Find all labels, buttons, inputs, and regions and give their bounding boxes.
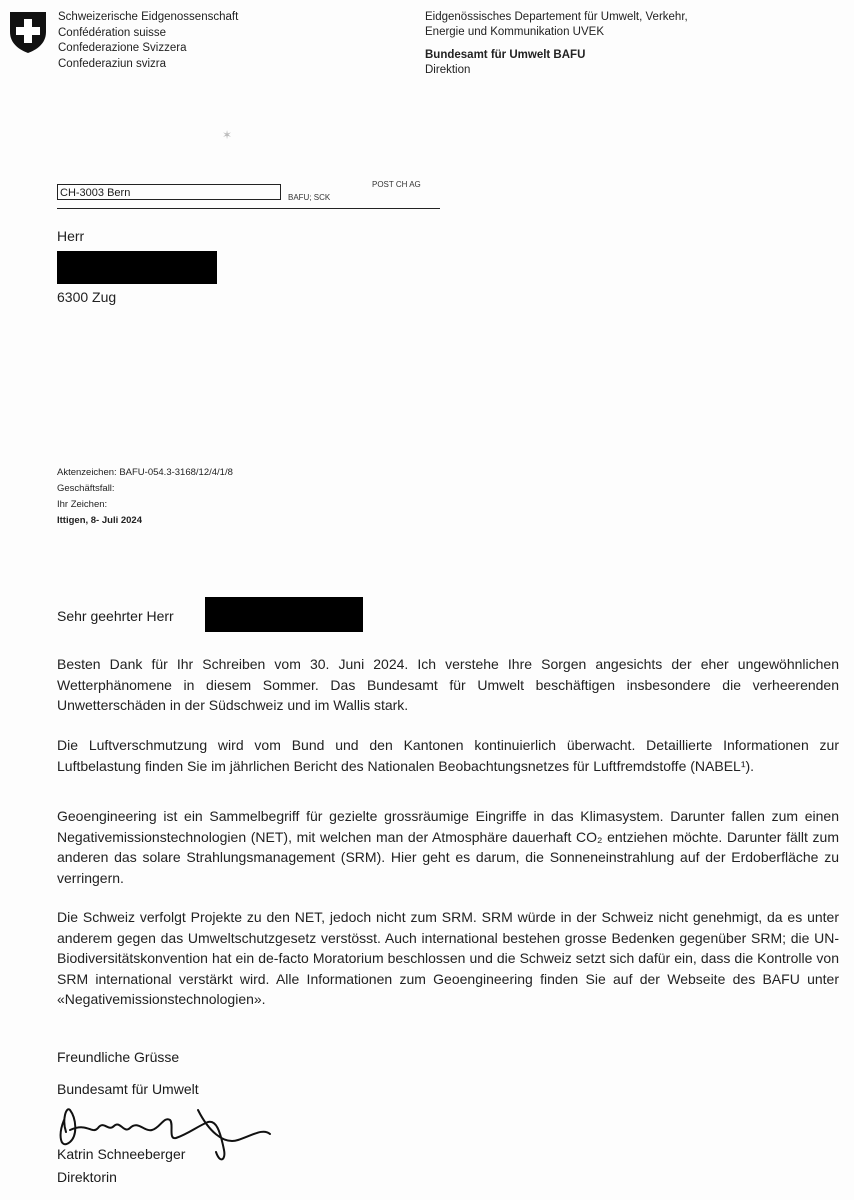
redacted-greeting-name (205, 597, 363, 632)
aktenzeichen-value: BAFU-054.3-3168/12/4/1/8 (119, 467, 233, 478)
greeting: Sehr geehrter Herr (57, 608, 174, 624)
paragraph-4: Die Schweiz verfolgt Projekte zu den NET, jedoch nicht zum SRM. SRM würde in der Schweiz nicht genehmigt, da es unter anderem gegen das Umweltschutzgesetz verstösst. Auch international bestehen grosse Bedenken gegenüber SRM; die UN-Biodiversitätskonvention hat ein de-facto Moratorium beschlossen und die Schweiz setzt sich dafür ein, dass die Kontrolle von SRM international verstärkt wird. Alle Informationen zum Geoengineering finden Sie auf der Webseite des BAFU unter «Negativemissionstechnologien». (57, 909, 839, 1007)
paragraph-2: Die Luftverschmutzung wird vom Bund und den Kantonen kontinuierlich überwacht. Detaillierte Informationen zur Luftbelastung finden Sie im jährlichen Bericht des Nationalen Beobachtungsnetzes für Luftfremdstoffe (NABEL¹). (57, 737, 839, 774)
department-line-2: Energie und Kommunikation UVEK (425, 25, 604, 38)
recipient-city: 6300 Zug (57, 289, 117, 305)
paragraph-1: Besten Dank für Ihr Schreiben vom 30. Juni 2024. Ich verstehe Ihre Sorgen angesichts der eher ungewöhnlichen Wetterphänomene in diesem Sommer. Das Bundesamt für Umwelt beschäftigen insbesondere die verheerenden Unwetterschäden in der Südschweiz und im Wallis stark. (57, 656, 839, 713)
postage-mark: POST CH AG (372, 180, 421, 189)
reference-ihr-zeichen: Ihr Zeichen: (57, 499, 108, 510)
aktenzeichen-label: Aktenzeichen: (57, 467, 117, 478)
reference-block (57, 465, 233, 529)
confederation-it: Confederazione Svizzera (58, 42, 187, 54)
signature-organization: Bundesamt für Umwelt (57, 1081, 199, 1097)
confederation-names (58, 10, 238, 72)
division-name: Direktion (425, 63, 471, 76)
department-block (425, 10, 688, 77)
swiss-cross-icon (8, 10, 48, 54)
scan-mark: ✶ (222, 128, 233, 142)
place-date: Ittigen, 8- Juli 2024 (57, 515, 142, 526)
recipient-salutation: Herr (57, 228, 85, 244)
reference-aktenzeichen (57, 465, 233, 481)
office-name: Bundesamt für Umwelt BAFU (425, 49, 586, 61)
reference-geschaeftsfall: Geschäftsfall: (57, 483, 115, 494)
sender-address-box: CH-3003 Bern (57, 184, 281, 200)
confederation-de: Schweizerische Eidgenossenschaft (58, 11, 239, 23)
confederation-rm: Confederaziun svizra (58, 57, 167, 70)
confederation-fr: Confédération suisse (58, 26, 167, 39)
closing-line: Freundliche Grüsse (57, 1049, 180, 1065)
redacted-name (57, 251, 217, 284)
department-line-1: Eidgenössisches Departement für Umwelt, Verkehr, (425, 11, 688, 23)
sender-code: BAFU; SCK (288, 193, 331, 202)
address-divider (57, 208, 440, 209)
signer-name: Katrin Schneeberger (57, 1146, 186, 1162)
paragraph-3: Geoengineering ist ein Sammelbegriff für gezielte grossräumige Eingriffe in das Klimasystem. Darunter fallen zum einen Negativemissionstechnologien (NET), mit welchen man der Atmosphäre dauerhaft CO₂ entziehen möchte. Darunter fällt zum anderen das solare Strahlungsmanagement (SRM). Hier geht es darum, die Sonneneinstrahlung auf der Erdoberfläche zu verringern. (57, 808, 839, 886)
signer-title: Direktorin (57, 1169, 117, 1185)
bleed-through-text (250, 370, 630, 380)
